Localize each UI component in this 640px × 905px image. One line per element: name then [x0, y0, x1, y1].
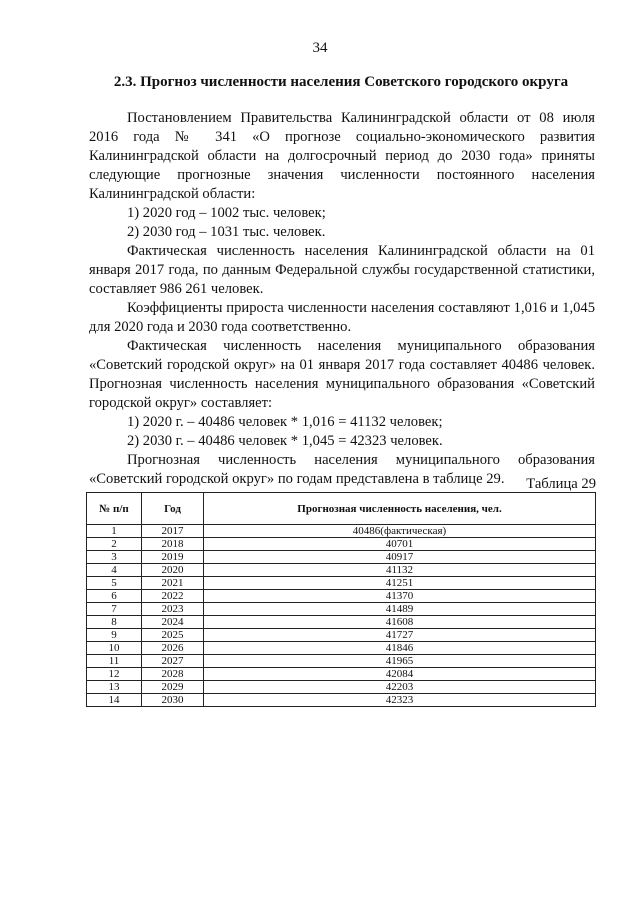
- list-item-2020-municipal: 1) 2020 г. – 40486 человек * 1,016 = 41132 человек;: [127, 414, 443, 430]
- row-number: 12: [87, 668, 142, 681]
- row-year: 2025: [142, 629, 204, 642]
- table-row: [87, 629, 596, 642]
- row-year: 2026: [142, 642, 204, 655]
- table-row: [87, 551, 596, 564]
- paragraph-actual-region: Фактическая численность населения Калининградской области на 01 января 2017 года, по данным Федеральной службы государственной статистики, составляет 986 261 человек.: [89, 243, 595, 297]
- row-year: 2017: [142, 525, 204, 538]
- row-population: 42323: [204, 694, 596, 707]
- row-number: 14: [87, 694, 142, 707]
- table-row: [87, 616, 596, 629]
- row-population: 41370: [204, 590, 596, 603]
- table-row: [87, 564, 596, 577]
- row-population: 42084: [204, 668, 596, 681]
- header-year: Год: [142, 493, 204, 525]
- row-number: 7: [87, 603, 142, 616]
- row-number: 9: [87, 629, 142, 642]
- row-year: 2019: [142, 551, 204, 564]
- row-number: 8: [87, 616, 142, 629]
- list-item-2030-municipal: 2) 2030 г. – 40486 человек * 1,045 = 42323 человек.: [127, 433, 443, 449]
- row-population: 41489: [204, 603, 596, 616]
- table-row: [87, 590, 596, 603]
- row-population: 41727: [204, 629, 596, 642]
- row-population: 41965: [204, 655, 596, 668]
- row-population: 41846: [204, 642, 596, 655]
- row-number: 13: [87, 681, 142, 694]
- row-year: 2028: [142, 668, 204, 681]
- paragraph-decree: Постановлением Правительства Калининградской области от 08 июля 2016 года № 341 «О прогнозе социально-экономического развития Калининградской области на долгосрочный период до 2030 года» приняты следующие прогнозные значения численности постоянного населения Калининградской области:: [89, 110, 595, 202]
- row-year: 2022: [142, 590, 204, 603]
- row-number: 1: [87, 525, 142, 538]
- table-row: [87, 668, 596, 681]
- table-row: [87, 694, 596, 707]
- row-population: 40486(фактическая): [204, 525, 596, 538]
- row-year: 2023: [142, 603, 204, 616]
- forecast-table: [86, 492, 596, 707]
- row-population: 40701: [204, 538, 596, 551]
- row-number: 2: [87, 538, 142, 551]
- table-row: [87, 642, 596, 655]
- table-row: [87, 577, 596, 590]
- table-caption: Таблица 29: [526, 476, 596, 492]
- row-year: 2030: [142, 694, 204, 707]
- header-population: Прогнозная численность населения, чел.: [204, 493, 596, 525]
- table-row: [87, 538, 596, 551]
- page-number: 34: [312, 40, 328, 56]
- row-year: 2027: [142, 655, 204, 668]
- row-number: 4: [87, 564, 142, 577]
- row-number: 6: [87, 590, 142, 603]
- list-item-2020-region: 1) 2020 год – 1002 тыс. человек;: [127, 205, 326, 221]
- paragraph-actual-municipal: Фактическая численность населения муниципального образования «Советский городской округ» на 01 января 2017 года составляет 40486 человек. Прогнозная численность населения муниципального образования «Советский городской округ» составляет:: [89, 338, 595, 411]
- row-number: 11: [87, 655, 142, 668]
- table-header-row: [87, 493, 596, 525]
- row-year: 2021: [142, 577, 204, 590]
- row-population: 41251: [204, 577, 596, 590]
- row-number: 3: [87, 551, 142, 564]
- table-row: [87, 681, 596, 694]
- table-row: [87, 655, 596, 668]
- list-item-2030-region: 2) 2030 год – 1031 тыс. человек.: [127, 224, 326, 240]
- paragraph-table-intro: Прогнозная численность населения муниципального образования «Советский городской округ» по годам представлена в таблице 29.: [89, 452, 595, 487]
- row-number: 10: [87, 642, 142, 655]
- row-population: 40917: [204, 551, 596, 564]
- row-year: 2018: [142, 538, 204, 551]
- row-population: 41132: [204, 564, 596, 577]
- body-text: [89, 109, 595, 489]
- paragraph-coefficients: Коэффициенты прироста численности населения составляют 1,016 и 1,045 для 2020 года и 2030 года соответственно.: [89, 300, 595, 335]
- row-number: 5: [87, 577, 142, 590]
- section-title: 2.3. Прогноз численности населения Советского городского округа: [113, 74, 569, 90]
- table-row: [87, 525, 596, 538]
- header-number: № п/п: [87, 493, 142, 525]
- row-population: 41608: [204, 616, 596, 629]
- table-row: [87, 603, 596, 616]
- row-year: 2020: [142, 564, 204, 577]
- row-year: 2024: [142, 616, 204, 629]
- row-year: 2029: [142, 681, 204, 694]
- row-population: 42203: [204, 681, 596, 694]
